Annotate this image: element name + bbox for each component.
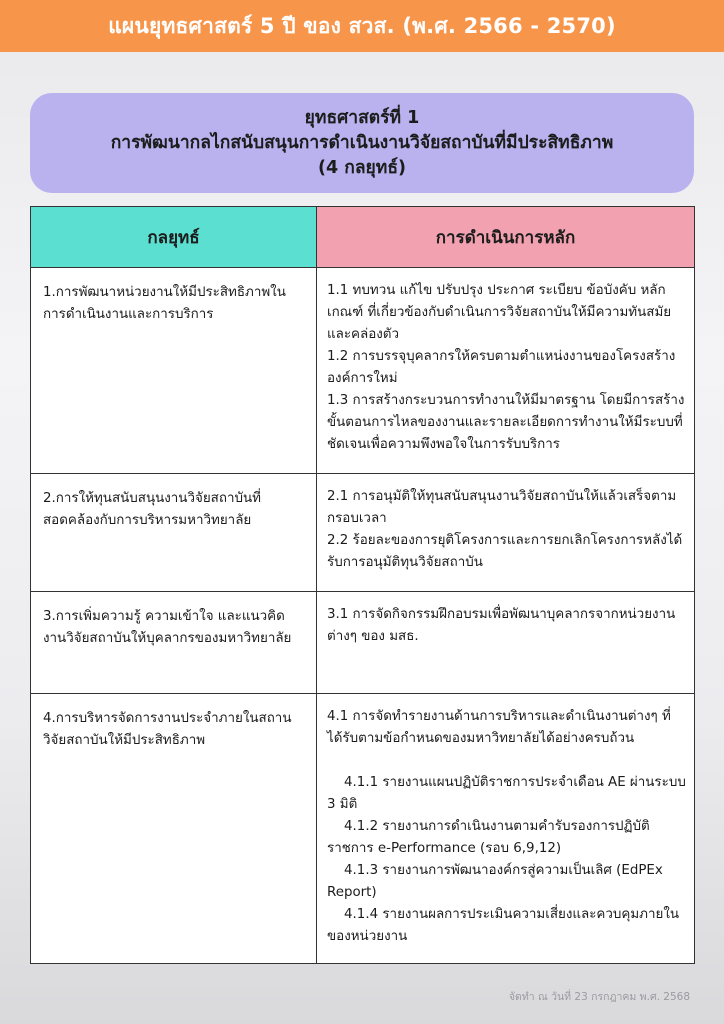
action-cell — [317, 268, 695, 474]
strategy-cell: 4.การบริหารจัดการงานประจำภายในสถานวิจัยสถาบันให้มีประสิทธิภาพ — [31, 694, 317, 964]
strategy-title-box — [30, 93, 694, 193]
strategy-cell: 1.การพัฒนาหน่วยงานให้มีประสิทธิภาพในการดำเนินงานและการบริการ — [31, 268, 317, 474]
action-item: 1.1 ทบทวน แก้ไข ปรับปรุง ประกาศ ระเบียบ ข้อบังคับ หลักเกณฑ์ ที่เกี่ยวข้องกับดำเนินการวิจัยสถาบันให้มีความทันสมัยและคล่องตัว — [327, 283, 672, 342]
page-title: แผนยุทธศาสตร์ 5 ปี ของ สวส. (พ.ศ. 2566 - 2570) — [108, 13, 616, 38]
table-row — [31, 694, 695, 964]
action-cell — [317, 474, 695, 592]
action-subitem: 4.1.1 รายงานแผนปฏิบัติราชการประจำเดือน AE ผ่านระบบ 3 มิติ — [327, 775, 691, 812]
strategy-cell: 2.การให้ทุนสนับสนุนงานวิจัยสถาบันที่สอดคล้องกับการบริหารมหาวิทยาลัย — [31, 474, 317, 592]
action-item: 1.3 การสร้างกระบวนการทำงานให้มีมาตรฐาน โดยมีการสร้างขั้นตอนการไหลของงานและรายละเอียดการทำงานให้มีระบบที่ชัดเจนเพื่อความพึงพอใจในการรับบริการ — [327, 393, 685, 452]
action-subitem: 4.1.2 รายงานการดำเนินงานตามคำรับรองการปฏิบัติราชการ e-Performance (รอบ 6,9,12) — [327, 819, 650, 856]
strategy-number: ยุทธศาสตร์ที่ 1 — [304, 107, 420, 128]
action-subitem: 4.1.4 รายงานผลการประเมินความเสี่ยงและควบคุมภายในของหน่วยงาน — [327, 907, 680, 944]
footer-date-note: จัดทำ ณ วันที่ 23 กรกฎาคม พ.ศ. 2568 — [508, 991, 690, 1003]
strategy-name: การพัฒนากลไกสนับสนุนการดำเนินงานวิจัยสถาบันที่มีประสิทธิภาพ — [110, 132, 614, 153]
strategy-table — [30, 206, 695, 964]
column-header-strategy: กลยุทธ์ — [31, 207, 317, 268]
action-item: 3.1 การจัดกิจกรรมฝึกอบรมเพื่อพัฒนาบุคลากรจากหน่วยงานต่างๆ ของ มสธ. — [327, 607, 676, 644]
strategy-cell: 3.การเพิ่มความรู้ ความเข้าใจ และแนวคิดงานวิจัยสถาบันให้บุคลากรของมหาวิทยาลัย — [31, 592, 317, 694]
action-spacer — [327, 750, 686, 772]
table-header-row — [31, 207, 695, 268]
action-subitem: 4.1.3 รายงานการพัฒนาองค์กรสู่ความเป็นเลิศ (EdPEx Report) — [327, 863, 668, 900]
strategy-count: (4 กลยุทธ์) — [317, 157, 407, 178]
action-item: 1.2 การบรรจุบุคลากรให้ครบตามตำแหน่งงานของโครงสร้างองค์การใหม่ — [327, 349, 676, 386]
action-item: 2.2 ร้อยละของการยุติโครงการและการยกเลิกโครงการหลังได้รับการอนุมัติทุนวิจัยสถาบัน — [327, 533, 683, 570]
column-header-actions: การดำเนินการหลัก — [317, 207, 695, 268]
table-row — [31, 474, 695, 592]
action-cell — [317, 694, 695, 964]
table-row — [31, 268, 695, 474]
top-banner — [0, 0, 724, 52]
action-item: 2.1 การอนุมัติให้ทุนสนับสนุนงานวิจัยสถาบันให้แล้วเสร็จตามกรอบเวลา — [327, 489, 677, 526]
table-row — [31, 592, 695, 694]
action-item: 4.1 การจัดทำรายงานด้านการบริหารและดำเนินงานต่างๆ ที่ได้รับตามข้อกำหนดของมหาวิทยาลัยได้อย่างครบถ้วน — [327, 709, 671, 746]
action-cell — [317, 592, 695, 694]
